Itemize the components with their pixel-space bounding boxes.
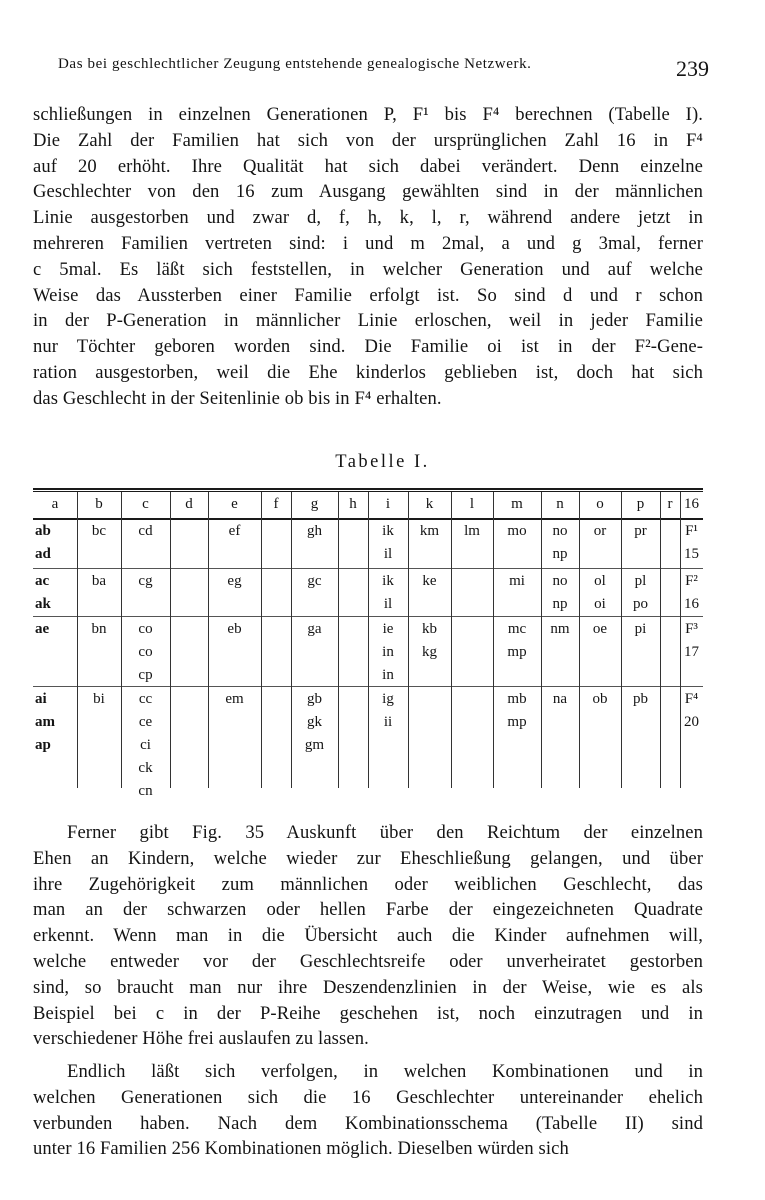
text-line: welche entweder vor der Geschlechtsreife oder unverheiratet gestorben [33, 950, 703, 972]
table-cell: cg [138, 573, 153, 589]
table-caption: Tabelle I. [335, 452, 430, 472]
column-header: n [556, 496, 564, 512]
column-header: e [231, 496, 238, 512]
text-line: Ehen an Kindern, welche wieder zur Eheschließung gelangen, und über [33, 847, 703, 869]
column-header: o [596, 496, 604, 512]
column-divider [170, 492, 171, 788]
text-line: das Geschlecht in der Seitenlinie ob bis in F⁴ erhalten. [33, 387, 442, 409]
text-line: Ferner gibt Fig. 35 Auskunft über den Reichtum der einzelnen [67, 822, 703, 843]
table-cell: F³ 17 [684, 621, 699, 660]
running-title: Das bei geschlechtlicher Zeugung entstehende genealogische Netzwerk. [58, 56, 532, 72]
table-cell: na [552, 691, 568, 707]
table-cell: em [225, 691, 244, 707]
text-line: Die Zahl der Familien hat sich von der ursprünglichen Zahl 16 in F⁴ [33, 129, 703, 151]
text-line: Weise das Aussterben einer Familie erfolgt ist. So sind d und r schon [33, 284, 703, 306]
table-cell: eg [227, 573, 242, 589]
table-cell: ac ak [35, 573, 51, 612]
column-header: 16 [684, 496, 699, 512]
column-divider [261, 492, 262, 788]
column-divider [660, 492, 661, 788]
text-line: verschiedener Höhe frei auslaufen zu lassen. [33, 1028, 369, 1050]
column-header: m [511, 496, 523, 512]
table-cell: no np [552, 573, 568, 612]
paragraph-3 [33, 1059, 703, 1162]
table-cell: no np [552, 523, 568, 562]
table-cell: ol oi [594, 573, 606, 612]
table-cell: bn [91, 621, 107, 637]
text-line: mehreren Familien vertreten sind: i und m 2mal, a und g 3mal, ferner [33, 232, 703, 254]
column-header: l [469, 496, 475, 512]
text-line: man an der schwarzen oder hellen Farbe der eingezeichneten Quadrate [33, 899, 703, 921]
table-cell: lm [464, 523, 480, 539]
paragraph-2 [33, 820, 703, 1052]
table-cell: ai am ap [35, 691, 55, 753]
text-line: auf 20 erhöht. Ihre Qualität hat sich dabei verändert. Denn einzelne [33, 155, 703, 177]
text-line: sind, so braucht man nur ihre Deszendenzlinien in der Weise, wie es als [33, 976, 703, 998]
table-cell: or [593, 523, 607, 539]
table-cell: gc [307, 573, 322, 589]
column-header: f [273, 496, 279, 512]
column-header: c [142, 496, 149, 512]
table-cell: nm [550, 621, 570, 637]
column-divider [338, 492, 339, 788]
table-cell: ga [307, 621, 322, 637]
text-line: Endlich läßt sich verfolgen, in welchen Kombinationen und in [67, 1061, 703, 1082]
text-line: nur Töchter geboren worden sind. Die Familie oi ist in der F²-Gene- [33, 336, 703, 358]
table-cell: pi [634, 621, 647, 637]
table-cell: gh [307, 523, 322, 539]
table-cell: eb [227, 621, 242, 637]
table-cell: gb gk gm [304, 691, 325, 753]
table-cell: ae [35, 621, 50, 637]
table-cell: cd [138, 523, 153, 539]
running-header [58, 50, 713, 80]
table-cell: bi [93, 691, 105, 707]
column-header: g [310, 496, 319, 512]
table-cell: pb [633, 691, 648, 707]
table-cell: co co cp [138, 621, 153, 683]
column-header: r [667, 496, 673, 512]
table-cell: F⁴ 20 [684, 691, 699, 730]
column-header: k [425, 496, 434, 512]
table-cell: cc ce ci ck cn [138, 691, 153, 799]
page-number: 239 [676, 56, 709, 81]
table-cell: mb mp [507, 691, 527, 730]
table-rule [33, 488, 703, 490]
text-line: in der P-Generation in männlicher Linie erloschen, weil in jeder Familie [33, 310, 703, 332]
table-cell: pl po [633, 573, 648, 612]
column-header: d [185, 496, 193, 512]
text-line: erkennt. Wenn man in die Übersicht auch die Kinder aufnehmen will, [33, 925, 703, 947]
column-header: h [349, 496, 357, 512]
paragraph-1 [33, 102, 703, 412]
text-line: schließungen in einzelnen Generationen P, F¹ bis F⁴ berechnen (Tabelle I). [33, 104, 703, 125]
table-cell: pr [634, 523, 647, 539]
table-cell: ba [91, 573, 107, 589]
table-cell: kb kg [422, 621, 437, 660]
table-cell: F¹ 15 [684, 523, 699, 562]
text-line: ration ausgestorben, weil die Ehe kinderlos geblieben ist, doch hat sich [33, 361, 703, 383]
table-cell: ig ii [382, 691, 394, 730]
text-line: Geschlechter von den 16 zum Ausgang gewählten sind in der männlichen [33, 181, 703, 203]
table-cell: mc mp [507, 621, 527, 660]
table-cell: F² 16 [684, 573, 699, 612]
table-cell: ef [228, 523, 241, 539]
table-1 [33, 488, 703, 798]
table-cell: km [419, 523, 440, 539]
text-line: Linie ausgestorben und zwar d, f, h, k, l, r, während andere jetzt in [33, 207, 703, 229]
table-cell: ab ad [35, 523, 51, 562]
table-cell: ke [422, 573, 437, 589]
text-line: welchen Generationen sich die 16 Geschlechter untereinander ehelich [33, 1086, 703, 1108]
table-cell: mo [507, 523, 527, 539]
column-header: p [636, 496, 645, 512]
text-line: Beispiel bei c in der P-Reihe geschehen ist, noch einzutragen und in [33, 1002, 703, 1024]
table-cell: ik il [382, 573, 394, 612]
column-header: b [95, 496, 103, 512]
table-cell: oe [592, 621, 608, 637]
text-line: ihre Zugehörigkeit zum männlichen oder weiblichen Geschlecht, das [33, 873, 703, 895]
text-line: c 5mal. Es läßt sich feststellen, in welcher Generation und auf welche [33, 258, 703, 280]
text-line: verbunden haben. Nach dem Kombinationsschema (Tabelle II) sind [33, 1112, 703, 1134]
table-cell: ob [592, 691, 608, 707]
table-cell: mi [509, 573, 525, 589]
table-cell: ie in in [382, 621, 394, 683]
table-cell: ik il [382, 523, 394, 562]
column-header: a [51, 496, 59, 512]
column-header: i [385, 496, 391, 512]
table-cell: bc [91, 523, 107, 539]
text-line: unter 16 Familien 256 Kombinationen möglich. Dieselben würden sich [33, 1138, 569, 1160]
